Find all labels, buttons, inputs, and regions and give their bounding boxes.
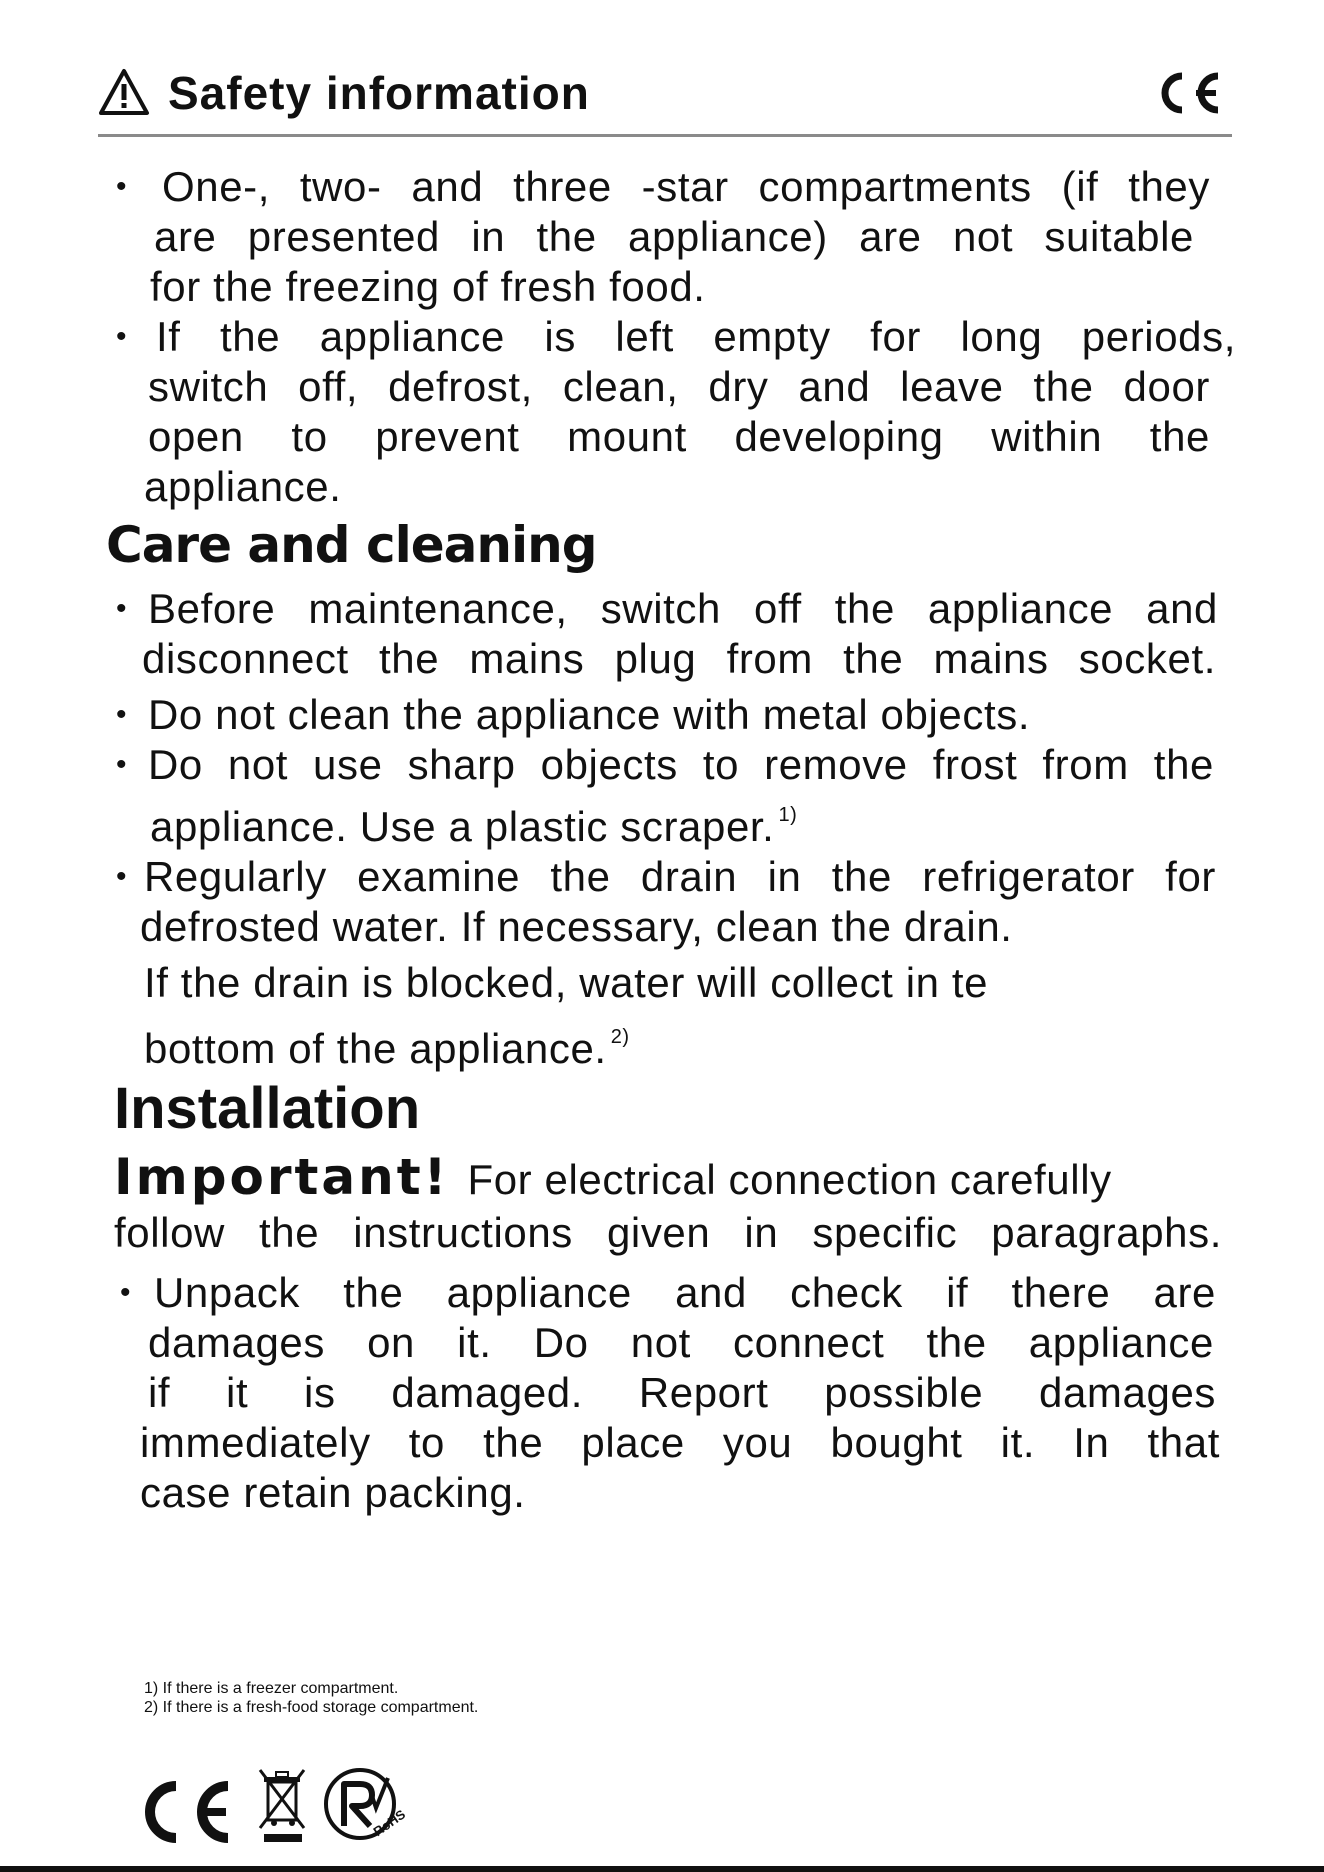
text-line: defrosted water. If necessary, clean the drain. [140,903,1013,950]
text-line: case retain packing. [140,1469,526,1516]
text-line: switch off, defrost, clean, dry and leave the door [148,363,1210,410]
text-line: For electrical connection carefully [467,1156,1112,1203]
footnote-2: 2) If there is a fresh-food storage compartment. [144,1699,479,1716]
footnote-ref: 2) [610,1026,630,1048]
text-line: appliance. Use a plastic scraper. [150,803,775,850]
text-line: One-, two- and three -star compartments (if they [162,163,1210,210]
bullet-dot: • [116,748,127,781]
text-line: If the drain is blocked, water will collect in te [144,959,989,1006]
bullet-dot: • [116,170,127,203]
footnote-1: 1) If there is a freezer compartment. [144,1680,399,1697]
care-bullet-2: Do not clean the appliance with metal objects. [148,691,1031,738]
bullet-dot: • [120,1276,131,1309]
page-title: Safety information [168,67,590,119]
rohs-label: RoHS [370,1806,409,1840]
page-header [98,62,1232,137]
footnote-ref: 1) [778,804,798,826]
text-line: for the freezing of fresh food. [150,263,706,310]
rohs-logo-icon [322,1764,409,1844]
text-line: Before maintenance, switch off the appliance and [148,585,1218,632]
text-line: open to prevent mount developing within the [148,413,1210,460]
section-heading-installation: Installation [114,1076,421,1141]
important-note [114,1148,1214,1206]
important-label: Important! [114,1148,450,1206]
section-heading-care: Care and cleaning [106,516,597,574]
bullet-dot: • [116,860,127,893]
ce-mark-icon [138,1776,234,1848]
bullet-dot: • [116,592,127,625]
bullet-dot: • [116,698,127,731]
bullet-dot: • [116,320,127,353]
text-line: follow the instructions given in specific paragraphs. [114,1209,1222,1256]
text-line: bottom of the appliance. [144,1025,607,1072]
text-line: Regularly examine the drain in the refrigerator for [144,853,1216,900]
text-line: If the appliance is left empty for long periods, [156,313,1236,360]
text-line: appliance. [144,463,342,510]
text-line: are presented in the appliance) are not suitable [154,213,1194,260]
text-line: immediately to the place you bought it. In that [140,1419,1220,1466]
text-line: if it is damaged. Report possible damages [148,1369,1216,1416]
text-line: Unpack the appliance and check if there are [154,1269,1216,1316]
ce-mark-icon [1156,68,1222,118]
text-line: damages on it. Do not connect the appliance [148,1319,1214,1366]
text-line: Do not use sharp objects to remove frost from the [148,741,1214,788]
text-line: disconnect the mains plug from the mains socket. [142,635,1216,682]
crossed-out-bin-icon [258,1766,308,1844]
footnotes [144,1679,478,1717]
warning-triangle-icon [98,68,150,116]
bottom-rule [0,1866,1324,1872]
